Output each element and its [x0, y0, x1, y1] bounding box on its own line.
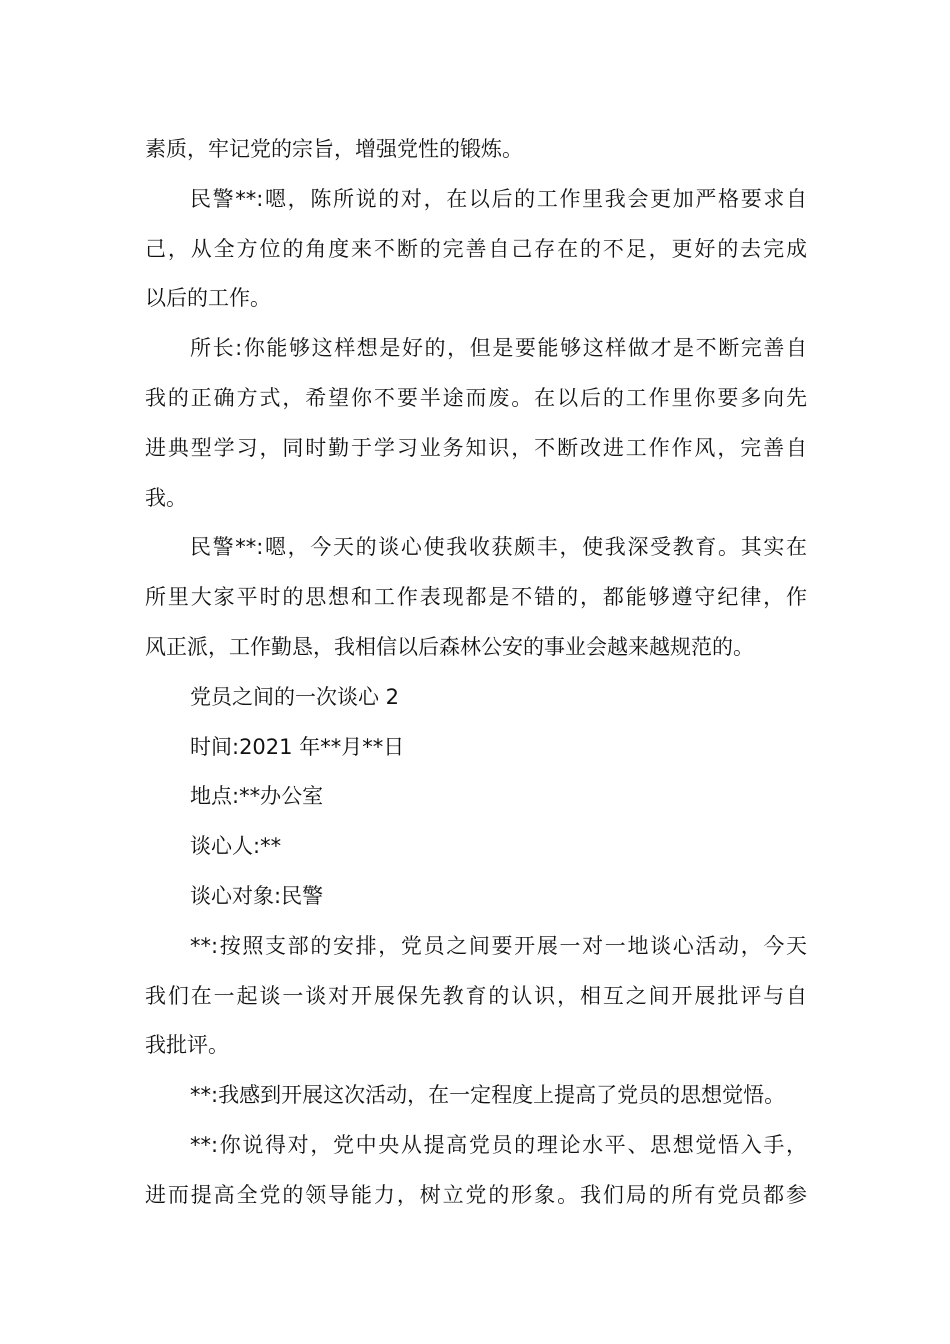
text-line: 以后的工作。 — [145, 286, 271, 311]
paragraph — [145, 125, 807, 175]
paragraph — [145, 822, 807, 872]
document-body — [145, 125, 807, 1221]
text-line: 谈心对象:民警 — [190, 883, 324, 908]
text-line: 民警**:嗯，陈所说的对，在以后的工作里我会更加严格要求自 — [190, 186, 807, 211]
text-line: 我。 — [145, 485, 187, 510]
text-line: **:我感到开展这次活动，在一定程度上提高了党员的思想觉悟。 — [190, 1083, 786, 1108]
text-line: 我批评。 — [145, 1033, 229, 1058]
paragraph — [145, 1121, 807, 1221]
text-line: **:按照支部的安排，党员之间要开展一对一地谈心活动，今天 — [190, 933, 807, 958]
text-line: 党员之间的一次谈心 2 — [190, 684, 400, 709]
text-line: 民警**:嗯，今天的谈心使我收获颇丰，使我深受教育。其实在 — [190, 535, 807, 560]
paragraph — [145, 523, 807, 672]
text-line: 进典型学习，同时勤于学习业务知识，不断改进工作作风，完善自 — [145, 435, 807, 460]
paragraph — [145, 324, 807, 523]
text-line: 所长:你能够这样想是好的，但是要能够这样做才是不断完善自 — [190, 336, 807, 361]
paragraph — [145, 872, 807, 922]
paragraph — [145, 673, 807, 723]
text-line: 地点:**办公室 — [190, 784, 324, 809]
paragraph — [145, 175, 807, 324]
text-line: 所里大家平时的思想和工作表现都是不错的，都能够遵守纪律，作 — [145, 585, 807, 610]
text-line: 进而提高全党的领导能力，树立党的形象。我们局的所有党员都参 — [145, 1182, 807, 1207]
text-line: 时间:2021 年**月**日 — [190, 734, 405, 759]
paragraph — [145, 772, 807, 822]
paragraph — [145, 1071, 807, 1121]
paragraph — [145, 723, 807, 773]
text-line: 素质，牢记党的宗旨，增强党性的锻炼。 — [145, 137, 523, 161]
text-line: 我们在一起谈一谈对开展保先教育的认识，相互之间开展批评与自 — [145, 983, 807, 1008]
text-line: 谈心人:** — [190, 834, 282, 859]
text-line: **:你说得对，党中央从提高党员的理论水平、思想觉悟入手， — [190, 1132, 807, 1157]
paragraph — [145, 922, 807, 1071]
text-line: 风正派，工作勤恳，我相信以后森林公安的事业会越来越规范的。 — [145, 634, 754, 659]
text-line: 己，从全方位的角度来不断的完善自己存在的不足，更好的去完成 — [145, 236, 807, 261]
text-line: 我的正确方式，希望你不要半途而废。在以后的工作里你要多向先 — [145, 385, 807, 410]
